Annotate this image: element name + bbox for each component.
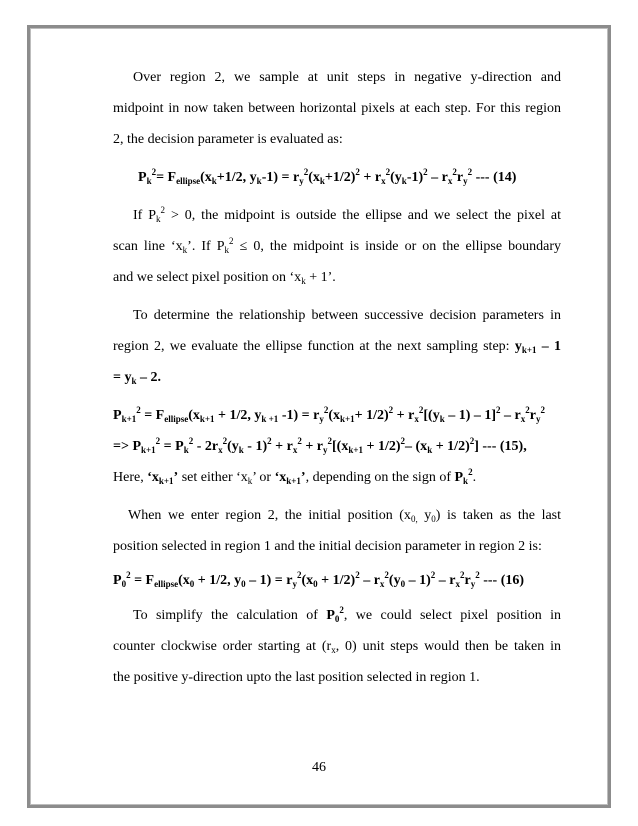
p1-line1: Over region 2, we sample at unit steps in negative y-direction and bbox=[133, 70, 561, 85]
p5-line1: To simplify the calculation of $P_0^2$, we could select pixel position in bbox=[133, 605, 561, 624]
page-number: 46 bbox=[312, 760, 326, 775]
p3-line3: = $y_k - 2$. bbox=[113, 370, 161, 386]
equation-pk1: $P_{k+1}^2 = F_{ellipse}(x_{k+1} + 1/2$, $y_{k +1}$ $-1) = r_y^2(x_{k+1}+ 1/2)^2 + r_x^2[(y_k - 1) - 1]^2 - r_x^2r_y^2$ bbox=[113, 405, 545, 424]
p2-line2: scan line ‘$x_k$’. If $P_k^2 \le 0$, the midpoint is inside or on the ellipse boundary bbox=[113, 236, 562, 255]
p4-line1: When we enter region 2, the initial position ($x_{0,}$ $y_0$) is taken as the last bbox=[128, 508, 562, 524]
equation-16: $P_0^2 = F_{ellipse}(x_0 + 1/2$, $y_0 - 1) = r_y^2(x_0 + 1/2)^2 - r_x^2(y_0 - 1)^2 - r_x^2r_y^2$ --- (16) bbox=[113, 570, 525, 589]
p1-line3: 2, the decision parameter is evaluated as: bbox=[113, 132, 343, 147]
p5-line2: counter clockwise order starting at ($r_x$, 0) unit steps would then be taken in bbox=[113, 639, 562, 655]
p4-line2: position selected in region 1 and the initial decision parameter in region 2 is: bbox=[113, 539, 542, 554]
p2-line3: and we select pixel position on ‘$x_k + 1$’. bbox=[113, 270, 336, 286]
p3-line1: To determine the relationship between successive decision parameters in bbox=[133, 308, 561, 323]
p2-line1: If $P_k^2 > 0$, the midpoint is outside the ellipse and we select the pixel at bbox=[133, 205, 561, 224]
p5-line3: the positive y-direction upto the last position selected in region 1. bbox=[113, 670, 480, 685]
equation-15: => $P_{k+1}^2 = P_k^2 - 2r_x^2(y_k - 1)^2 + r_x^2 + r_y^2[(x_{k+1} + 1/2)^2-$ $(x_k + 1/2)^2$] --- (15), bbox=[113, 436, 527, 455]
equation-14: $P_k^2= F_{ellipse}(x_k+1/2$, $y_k-1) = r_y^2(x_k+1/2)^2 + r_x^2(y_k-1)^2 - r_x^2r_y^2$ --- (14) bbox=[138, 167, 517, 186]
here-line: Here, ‘$x_{k+1}$’ set either ‘$x_k$’ or ‘$x_{k+1}$’, depending on the sign of $P_k^2$. bbox=[113, 467, 477, 486]
p3-line2: region 2, we evaluate the ellipse function at the next sampling step: $y_{k+1} - 1$ bbox=[113, 339, 561, 355]
p1-line2: midpoint in now taken between horizontal pixels at each step. For this region bbox=[113, 101, 561, 116]
